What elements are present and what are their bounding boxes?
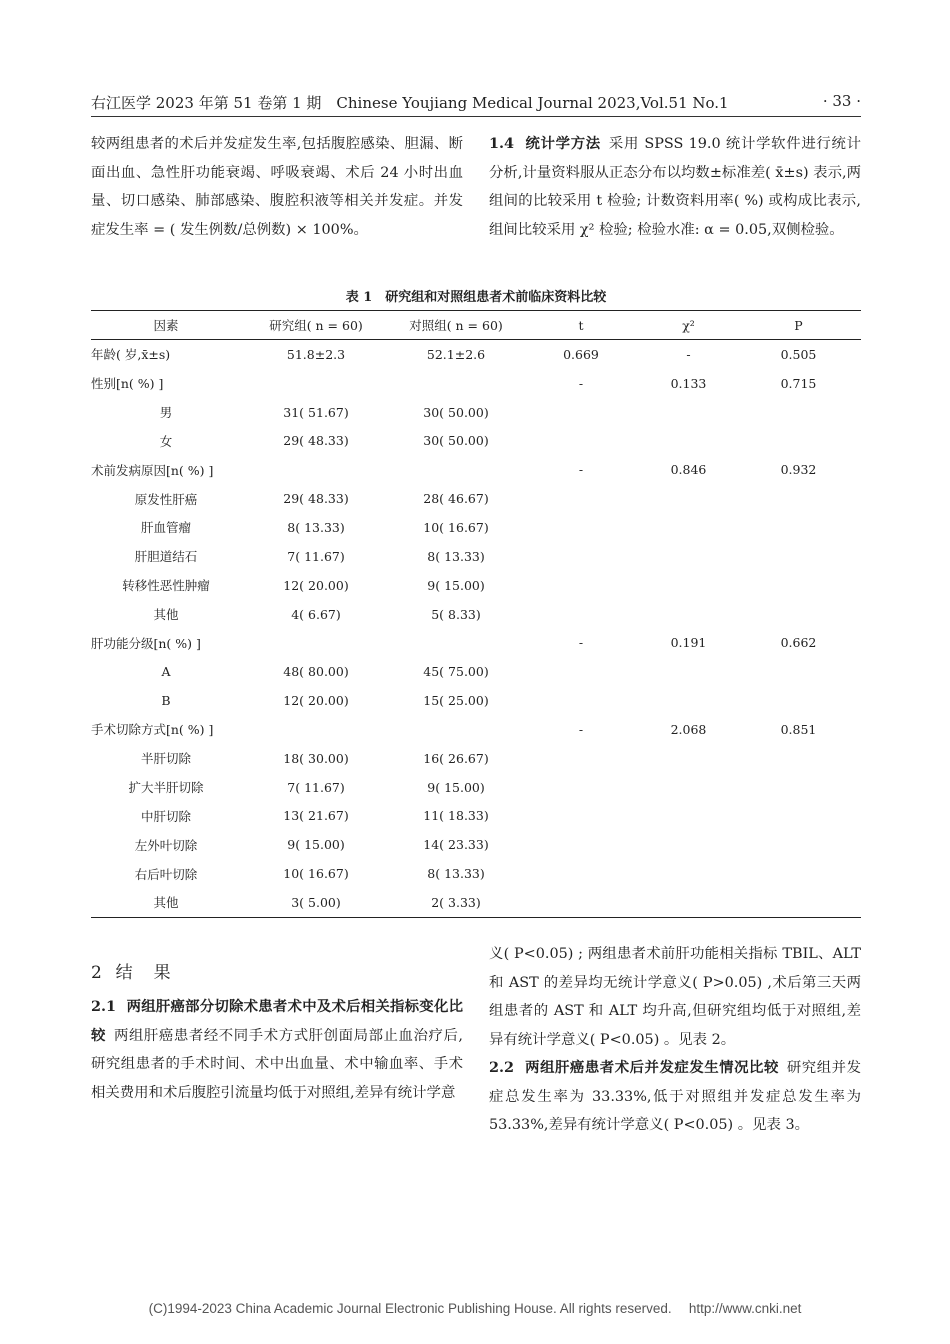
- results-2-2: [489, 1054, 861, 1140]
- table-row: [91, 628, 861, 657]
- t-value: [521, 600, 641, 629]
- section-2-2-heading: 2.2 两组肝癌患者术后并发症发生情况比较: [489, 1059, 779, 1076]
- row-label: 肝血管瘤: [140, 520, 191, 536]
- header-study-group: 研究组( n = 60): [269, 318, 363, 333]
- table-row: [91, 484, 861, 513]
- p-value: [736, 859, 861, 888]
- table-row: [91, 657, 861, 686]
- control-group-value: [391, 455, 521, 484]
- p-value: [736, 830, 861, 859]
- chi-square-value: [641, 859, 736, 888]
- study-group-value: [241, 628, 391, 657]
- t-value: [521, 427, 641, 456]
- control-group-value: [391, 628, 521, 657]
- journal-info: 右江医学 2023 年第 51 卷第 1 期 Chinese Youjiang Medical Journal 2023,Vol.51 No.1: [91, 94, 729, 112]
- p-value: [736, 513, 861, 542]
- chi-square-value: [641, 888, 736, 917]
- table-row: [91, 571, 861, 600]
- row-label: 术前发病原因[n( %) ]: [91, 462, 214, 478]
- table-row: [91, 427, 861, 456]
- methods-paragraph: 较两组患者的术后并发症发生率,包括腹腔感染、胆漏、断面出血、急性肝功能衰竭、呼吸衰竭、术后 24 小时出血量、切口感染、肺部感染、腹腔积液等相关并发症。并发症发生率 = ( 发生例数/总例数) × 100%。: [91, 136, 463, 238]
- table-row: [91, 340, 861, 369]
- study-group-value: 7( 11.67): [287, 779, 345, 795]
- control-group-value: 30( 50.00): [423, 404, 489, 420]
- table-header-row: [91, 311, 861, 340]
- section-1-4-text: 采用 SPSS 19.0 统计学软件进行统计分析,计量资料服从正态分布以均数±标准差( x̄±s) 表示,两组间的比较采用 t 检验; 计数资料用率( %) 或构成比表示,组间比较采用 χ² 检验; 检验水准: α = 0.05,双侧检验。: [489, 136, 861, 238]
- row-label: 转移性恶性肿瘤: [122, 578, 210, 594]
- t-value: [521, 657, 641, 686]
- t-value: [521, 830, 641, 859]
- chi-square-value: [641, 773, 736, 802]
- control-group-value: 8( 13.33): [427, 866, 485, 882]
- p-value: [736, 686, 861, 715]
- study-group-value: 18( 30.00): [283, 750, 349, 766]
- control-group-value: 52.1±2.6: [426, 346, 486, 362]
- running-header: [91, 92, 861, 114]
- p-value: [736, 802, 861, 831]
- chi-square-value: [641, 657, 736, 686]
- study-group-value: [241, 455, 391, 484]
- p-value: [736, 542, 861, 571]
- section-1-4-heading: 1.4 统计学方法: [489, 135, 601, 152]
- study-group-value: 8( 13.33): [287, 519, 345, 535]
- chi-square-value: [641, 686, 736, 715]
- table-row: [91, 859, 861, 888]
- header-rule: [91, 116, 861, 117]
- row-label: A: [161, 664, 171, 680]
- p-value: [736, 571, 861, 600]
- control-group-value: 5( 8.33): [431, 606, 481, 622]
- p-value: [736, 484, 861, 513]
- t-value: [521, 859, 641, 888]
- p-value: 0.662: [780, 635, 817, 651]
- row-label: 男: [159, 405, 173, 421]
- table-row: [91, 513, 861, 542]
- clinical-data-table: [91, 310, 861, 918]
- t-value: [521, 542, 641, 571]
- study-group-value: 4( 6.67): [291, 606, 341, 622]
- row-label: 左外叶切除: [134, 837, 198, 853]
- control-group-value: 16( 26.67): [423, 750, 489, 766]
- row-label: 半肝切除: [140, 751, 191, 767]
- table-1: [91, 310, 861, 918]
- t-value: [521, 571, 641, 600]
- chi-square-value: 0.191: [670, 635, 707, 651]
- control-group-value: 45( 75.00): [423, 664, 489, 680]
- header-factor: 因素: [153, 318, 179, 333]
- control-group-value: [391, 369, 521, 398]
- chi-square-value: [641, 571, 736, 600]
- t-value: -: [578, 721, 584, 737]
- chi-square-value: 2.068: [670, 721, 707, 737]
- row-label: 年龄( 岁,x̄±s): [91, 347, 171, 363]
- control-group-value: 30( 50.00): [423, 433, 489, 449]
- control-group-value: 11( 18.33): [423, 808, 489, 824]
- control-group-value: 15( 25.00): [423, 693, 489, 709]
- t-value: -: [578, 635, 584, 651]
- table-row: [91, 600, 861, 629]
- table-row: [91, 542, 861, 571]
- p-value: [736, 657, 861, 686]
- study-group-value: 10( 16.67): [283, 866, 349, 882]
- row-label: 其他: [153, 895, 179, 911]
- p-value: [736, 744, 861, 773]
- table-row: [91, 715, 861, 744]
- p-value: 0.932: [780, 462, 817, 478]
- chi-square-value: [641, 542, 736, 571]
- p-value: [736, 600, 861, 629]
- chi-square-value: [641, 600, 736, 629]
- t-value: -: [578, 462, 584, 478]
- chi-square-value: [641, 830, 736, 859]
- t-value: [521, 484, 641, 513]
- chi-square-value: [641, 802, 736, 831]
- row-label: 女: [159, 433, 173, 449]
- chi-square-value: [641, 427, 736, 456]
- control-group-value: 9( 15.00): [427, 577, 485, 593]
- control-group-value: 9( 15.00): [427, 779, 485, 795]
- t-value: [521, 888, 641, 917]
- section-2-1-text: 两组肝癌患者经不同手术方式肝创面局部止血治疗后,研究组患者的手术时间、术中出血量、术中输血率、手术相关费用和术后腹腔引流量均低于对照组,差异有统计学意: [91, 1027, 463, 1101]
- row-label: 右后叶切除: [134, 866, 198, 882]
- study-group-value: [241, 715, 391, 744]
- row-label: 性别[n( %) ]: [91, 376, 164, 392]
- table-row: [91, 802, 861, 831]
- section-2-heading: 2 结 果: [91, 963, 172, 983]
- chi-square-value: [641, 484, 736, 513]
- control-group-value: 2( 3.33): [431, 894, 481, 910]
- p-value: 0.851: [780, 721, 817, 737]
- study-group-value: 51.8±2.3: [286, 346, 346, 362]
- control-group-value: [391, 715, 521, 744]
- row-label: 其他: [153, 607, 179, 623]
- p-value: [736, 888, 861, 917]
- t-value: -: [578, 375, 584, 391]
- header-t: t: [578, 317, 584, 333]
- chi-square-value: 0.133: [670, 375, 707, 391]
- table-title: 表 1 研究组和对照组患者术前临床资料比较: [345, 290, 607, 305]
- copyright-footer: (C)1994-2023 China Academic Journal Electronic Publishing House. All rights reserved. http://www.cnki.net: [148, 1301, 802, 1316]
- table-row: [91, 744, 861, 773]
- chi-square-value: [641, 744, 736, 773]
- t-value: [521, 744, 641, 773]
- table-row: [91, 773, 861, 802]
- study-group-value: 31( 51.67): [283, 404, 349, 420]
- row-label: 肝胆道结石: [134, 549, 198, 565]
- table-row: [91, 455, 861, 484]
- table-row: [91, 369, 861, 398]
- p-value: 0.715: [780, 375, 817, 391]
- row-label: 中肝切除: [140, 808, 191, 824]
- chi-square-value: -: [686, 346, 691, 362]
- study-group-value: 12( 20.00): [283, 693, 349, 709]
- t-value: [521, 398, 641, 427]
- study-group-value: 48( 80.00): [283, 664, 349, 680]
- study-group-value: 7( 11.67): [287, 548, 345, 564]
- row-label: 原发性肝癌: [134, 491, 198, 507]
- row-label: 手术切除方式[n( %) ]: [91, 722, 214, 738]
- study-group-value: 13( 21.67): [283, 808, 349, 824]
- statistics-section: [489, 130, 861, 244]
- table-row: [91, 686, 861, 715]
- header-chi: χ²: [682, 317, 695, 333]
- table-row: [91, 888, 861, 917]
- p-value: [736, 773, 861, 802]
- row-label: B: [161, 693, 171, 709]
- study-group-value: 3( 5.00): [291, 894, 341, 910]
- page-number: · 33 ·: [822, 92, 861, 110]
- table-row: [91, 830, 861, 859]
- chi-square-value: 0.846: [670, 462, 707, 478]
- t-value: [521, 773, 641, 802]
- t-value: [521, 802, 641, 831]
- t-value: [521, 513, 641, 542]
- row-label: 肝功能分级[n( %) ]: [91, 635, 201, 651]
- t-value: [521, 686, 641, 715]
- study-group-value: 9( 15.00): [287, 837, 345, 853]
- study-group-value: 29( 48.33): [283, 433, 349, 449]
- control-group-value: 8( 13.33): [427, 548, 485, 564]
- p-value: 0.505: [780, 346, 817, 362]
- section-2-1-heading: 2.1 两组肝癌部分切除术患者术中及术后相关指标变化比较: [91, 998, 463, 1044]
- control-group-value: 10( 16.67): [423, 519, 489, 535]
- row-label: 扩大半肝切除: [128, 780, 204, 796]
- header-control-group: 对照组( n = 60): [409, 318, 503, 333]
- control-group-value: 14( 23.33): [423, 837, 489, 853]
- study-group-value: 29( 48.33): [283, 491, 349, 507]
- p-value: [736, 398, 861, 427]
- study-group-value: 12( 20.00): [283, 577, 349, 593]
- control-group-value: 28( 46.67): [423, 491, 489, 507]
- results-2-1: [91, 993, 463, 1107]
- study-group-value: [241, 369, 391, 398]
- header-p: P: [794, 317, 803, 333]
- section-2-2-text: 研究组并发症总发生率为 33.33%,低于对照组并发症总发生率为 53.33%,差异有统计学意义( P<0.05) 。见表 3。: [489, 1060, 861, 1134]
- t-value: 0.669: [563, 346, 599, 362]
- table-row: [91, 398, 861, 427]
- p-value: [736, 427, 861, 456]
- chi-square-value: [641, 398, 736, 427]
- section-2-1-continued: 义( P<0.05) ; 两组患者术前肝功能相关指标 TBIL、ALT 和 AST 的差异均无统计学意义( P>0.05) ,术后第三天两组患者的 AST 和 ALT 均升高,但研究组均低于对照组,差异有统计学意义( P<0.05) 。见表 2。: [489, 946, 861, 1048]
- chi-square-value: [641, 513, 736, 542]
